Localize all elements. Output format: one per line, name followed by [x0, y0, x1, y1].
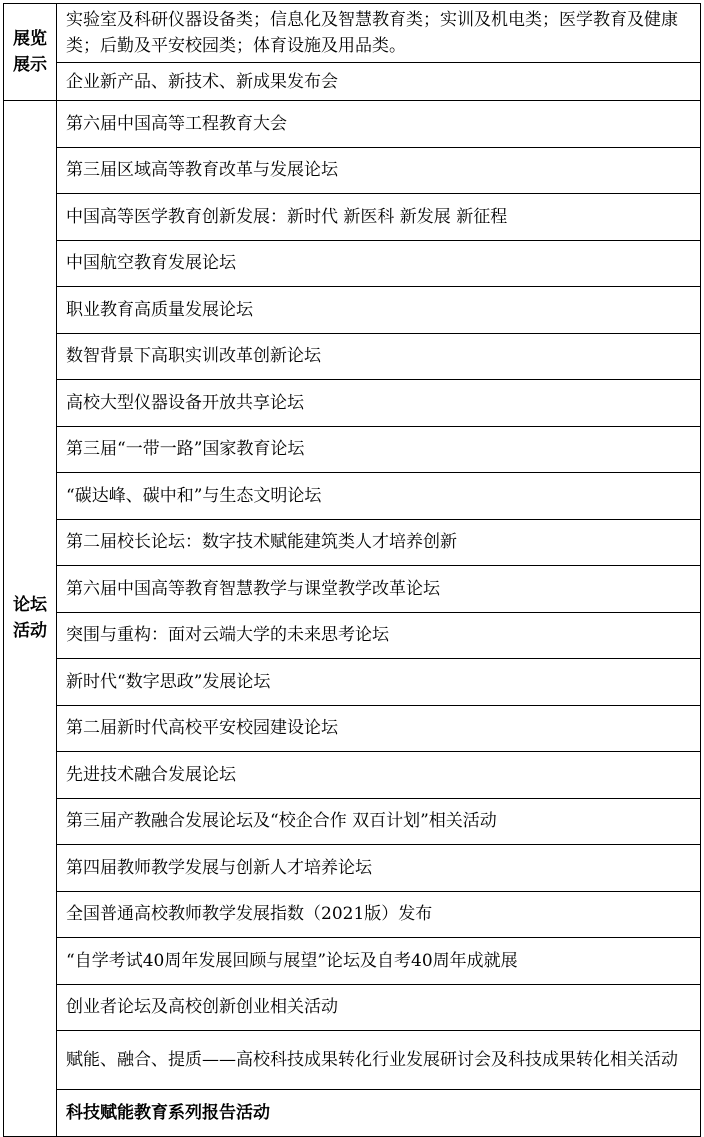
table-cell: 第三届产教融合发展论坛及“校企合作 双百计划”相关活动 [57, 798, 701, 845]
table-cell: 数智背景下高职实训改革创新论坛 [57, 333, 701, 380]
table-row [4, 194, 701, 241]
table-cell: 突围与重构：面对云端大学的未来思考论坛 [57, 612, 701, 659]
table-cell: 第三届区域高等教育改革与发展论坛 [57, 147, 701, 194]
table-cell: 企业新产品、新技术、新成果发布会 [57, 63, 701, 101]
category-exhibition [4, 4, 57, 101]
table-row [4, 333, 701, 380]
table-row [4, 891, 701, 938]
table-row [4, 4, 701, 63]
table-row [4, 287, 701, 334]
table-row [4, 63, 701, 101]
table-cell: 中国高等医学教育创新发展：新时代 新医科 新发展 新征程 [57, 194, 701, 241]
table-row [4, 426, 701, 473]
table-cell: 创业者论坛及高校创新创业相关活动 [57, 984, 701, 1031]
category-label-line: 活动 [13, 621, 47, 642]
category-label-line: 论坛 [13, 595, 47, 616]
table-row [4, 1090, 701, 1137]
table-cell: 第六届中国高等工程教育大会 [57, 101, 701, 148]
table-cell: “碳达峰、碳中和”与生态文明论坛 [57, 473, 701, 520]
event-table [3, 3, 701, 1137]
table-cell: 第二届校长论坛：数字技术赋能建筑类人才培养创新 [57, 519, 701, 566]
table-row [4, 566, 701, 613]
table-row [4, 705, 701, 752]
table-row [4, 101, 701, 148]
table-cell: 中国航空教育发展论坛 [57, 240, 701, 287]
table-cell: 科技赋能教育系列报告活动 [57, 1090, 701, 1137]
table-cell: 第四届教师教学发展与创新人才培养论坛 [57, 845, 701, 892]
table-row [4, 380, 701, 427]
table-row [4, 659, 701, 706]
table-row [4, 147, 701, 194]
table-cell: 高校大型仪器设备开放共享论坛 [57, 380, 701, 427]
table-cell: 赋能、融合、提质——高校科技成果转化行业发展研讨会及科技成果转化相关活动 [57, 1031, 701, 1090]
table-row [4, 240, 701, 287]
category-label-line: 展示 [13, 55, 47, 75]
table-cell: 新时代“数字思政”发展论坛 [57, 659, 701, 706]
table-row [4, 798, 701, 845]
category-label-line: 展览 [13, 29, 47, 49]
table-cell: 职业教育高质量发展论坛 [57, 287, 701, 334]
table-row [4, 752, 701, 799]
table-cell: 实验室及科研仪器设备类；信息化及智慧教育类；实训及机电类；医学教育及健康类；后勤及平安校园类；体育设施及用品类。 [57, 4, 701, 63]
table-row [4, 519, 701, 566]
table-row [4, 612, 701, 659]
table-row [4, 938, 701, 985]
table-cell: “自学考试40周年发展回顾与展望”论坛及自考40周年成就展 [57, 938, 701, 985]
table-row [4, 984, 701, 1031]
table-cell: 第三届“一带一路”国家教育论坛 [57, 426, 701, 473]
table-cell: 第二届新时代高校平安校园建设论坛 [57, 705, 701, 752]
table-row [4, 845, 701, 892]
category-forum [4, 101, 57, 1137]
table-cell: 先进技术融合发展论坛 [57, 752, 701, 799]
table-row [4, 473, 701, 520]
table-row [4, 1031, 701, 1090]
table-cell: 第六届中国高等教育智慧教学与课堂教学改革论坛 [57, 566, 701, 613]
table-cell: 全国普通高校教师教学发展指数（2021版）发布 [57, 891, 701, 938]
